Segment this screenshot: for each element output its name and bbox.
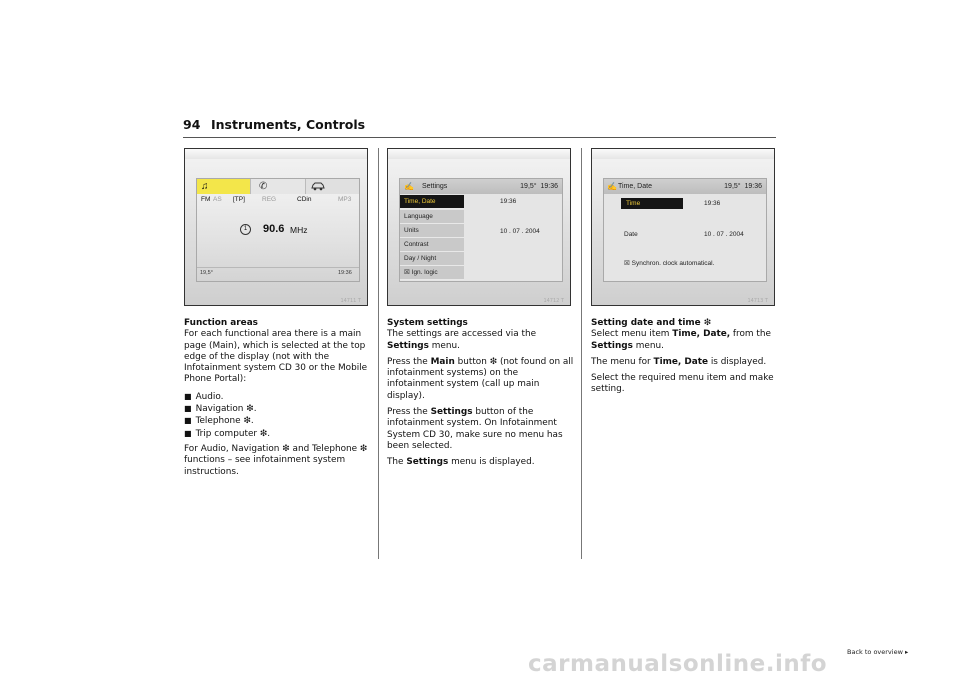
menu-item-language[interactable]: Language [400,210,464,224]
paragraph: The settings are accessed via the Settings menu. [387,329,537,351]
figure-settings-display [387,148,571,306]
music-note-icon: ♫ [201,181,209,192]
frequency-value: 90.6 [263,223,285,235]
watermark: carmanualsonline.info [528,651,828,677]
menu-item-day-night[interactable]: Day / Night [400,252,464,266]
header-rule [183,137,776,138]
clock: 19:36 [338,270,352,276]
menu-item-time-date[interactable]: Time, Date [400,195,464,209]
time-value[interactable]: 19:36 [704,200,721,207]
source-as[interactable]: AS [213,196,222,203]
paragraph: The menu for Time, Date is displayed. [591,356,767,367]
paragraph: Press the Settings button of the infotainment system. On Infotainment System CD 30, make sure no menu has been selected. [387,407,563,451]
list-item: ■ Navigation ❇. [184,403,374,415]
list-item: ■ Telephone ❇. [184,415,374,427]
paragraph: For Audio, Navigation ❇ and Telephone ❇ functions – see infotainment system instructions. [184,443,368,477]
menu-item-contrast[interactable]: Contrast [400,238,464,252]
tab-audio[interactable] [197,179,251,194]
settings-pen-icon: ✍ [607,182,617,191]
date-value: 10 . 07 . 2004 [500,228,540,235]
title-bar [400,179,562,194]
tab-trip-computer[interactable] [306,179,360,194]
sync-clock-checkbox[interactable]: ☒ Synchron. clock automatical. [624,260,715,267]
paragraph: Press the Main button ❇ (not found on all infotainment systems) on the infotainment system (call up main display). [387,356,574,401]
tab-telephone[interactable] [251,179,306,194]
status-temp-clock: 19,5° 19:36 [520,183,558,190]
date-label: Date [624,231,638,238]
menu-item-units[interactable]: Units [400,224,464,238]
screen-title: Time, Date [618,183,652,190]
column-divider [378,148,379,559]
page-title: Instruments, Controls [211,117,366,132]
title-bar [604,179,766,194]
source-cdin[interactable]: CDin [297,196,312,203]
section-heading: Setting date and time ❇ [591,318,712,328]
page-number: 94 [183,117,201,132]
figure-code: 14713 T [747,298,768,304]
settings-pen-icon: ✍ [404,182,414,191]
settings-screen [399,178,563,282]
arrow-icon: ▸ [904,648,909,656]
source-reg[interactable]: REG [262,196,277,203]
time-value: 19:36 [500,198,517,205]
list-item: ■ Audio. [184,391,374,403]
figure-code: 14712 T [543,298,564,304]
section-heading: Function areas [184,318,258,328]
source-fm[interactable]: FM [201,196,211,203]
car-icon [311,182,325,191]
figure-code: 14711 T [340,298,361,304]
time-date-screen [603,178,767,282]
paragraph: Select menu item Time, Date, from the Settings menu. [591,329,771,351]
paragraph: Select the required menu item and make setting. [591,373,774,395]
list-item: ■ Trip computer ❇. [184,428,374,440]
status-temp-clock: 19,5° 19:36 [724,183,762,190]
figure-audio-display [184,148,368,306]
figure-time-date-display [591,148,775,306]
column-divider [581,148,582,559]
back-to-overview-link[interactable]: Back to overview ▸ [847,648,909,656]
menu-item-ign-logic[interactable]: ☒ Ign. logic [400,266,464,280]
preset-number: 1 [240,224,251,235]
source-mp3[interactable]: MP3 [338,196,352,203]
outside-temperature: 19,5° [200,270,213,276]
screen-title: Settings [422,183,448,190]
section-heading: System settings [387,318,468,328]
time-field[interactable]: Time [621,198,683,209]
function-areas-section [184,318,374,483]
source-tp[interactable]: [TP] [233,196,245,203]
phone-handset-icon: ✆ [259,181,268,192]
paragraph: For each functional area there is a main page (Main), which is selected at the top edge of the display (not with the Infotainment system CD 30 or the Mobile Phone Portal): [184,329,368,385]
date-time-section [591,318,781,401]
frequency-unit: MHz [290,225,308,235]
date-value[interactable]: 10 . 07 . 2004 [704,231,744,238]
function-list [184,391,374,440]
system-settings-section [387,318,577,474]
audio-screen [196,178,360,282]
paragraph: The Settings menu is displayed. [387,457,535,468]
